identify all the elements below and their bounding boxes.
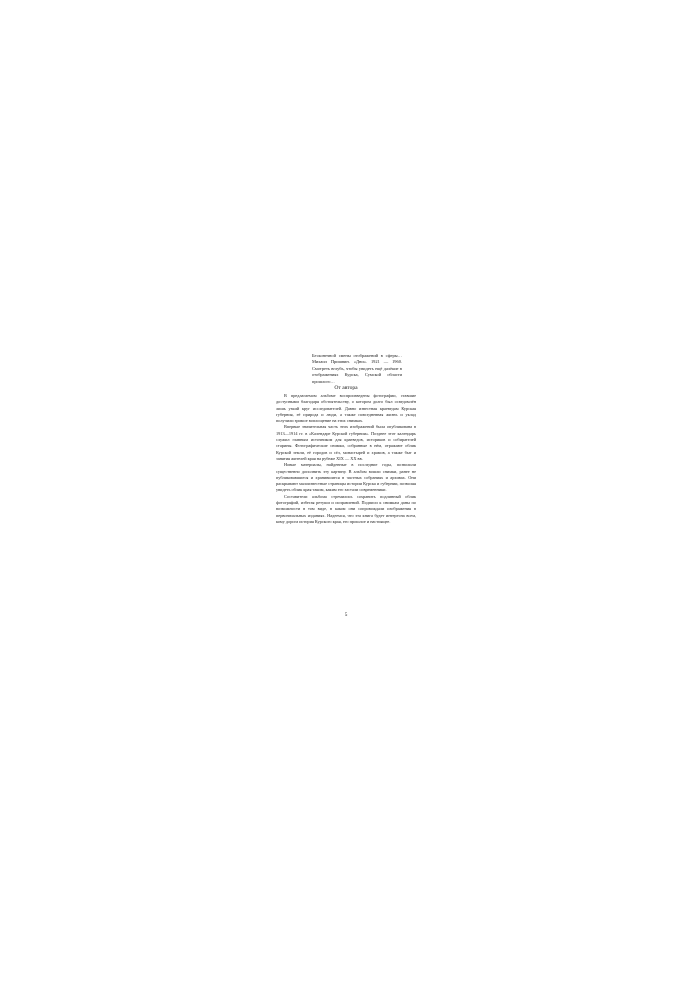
paragraph: Впервые значительная часть этих изображений была опубликована в 1913—1914 гг. в «Календаре Курской губернии». Позднее этот календарь служил главным источником для краеведов, историков и собирателей старины. Фотографические снимки, собранные в нём, отражают облик Курской земли, её городов и сёл, монастырей и храмов, а также быт и занятия жителей края на рубеже XIX — XX вв. <box>276 424 416 461</box>
paragraph: Новые материалы, найденные в последние годы, позволили существенно дополнить эту картину. В альбом вошли снимки, ранее не публиковавшиеся и хранившиеся в частных собраниях и архивах. Они раскрывают малоизвестные страницы истории Курска и губернии, позволяя увидеть облик края таким, каким его застали современники. <box>276 462 416 493</box>
epigraph: Бесконечной смены отображений в сферы… Михаил Пришвин. «Дни». 1921 — 1960. Смотреть вглубь, чтобы увидеть ещё далёкие в отображениях Курска, Сумской области прошлого… <box>312 353 402 384</box>
page-number: 5 <box>344 612 348 618</box>
section-title: От автора <box>334 385 358 391</box>
paragraph: В предлагаемом альбоме воспроизведены фотографии, ставшие доступными благодаря обстоятельству, о котором долго был осведомлён лишь узкий круг исследователей. Давно известная краеведам Курская губерния, её природа и люди, а также повседневная жизнь и уклад получили зримое воплощение на этих снимках. <box>276 393 416 424</box>
body-text <box>276 393 416 525</box>
paragraph: Составители альбома стремились сохранить подлинный облик фотографий, избегая ретуши и исправлений. Подписи к снимкам даны по возможности в том виде, в каком они сопровождали изображения в первоначальных изданиях. Надеемся, что эта книга будет интересна всем, кому дорога история Курского края, его прошлое и настоящее. <box>276 493 416 524</box>
